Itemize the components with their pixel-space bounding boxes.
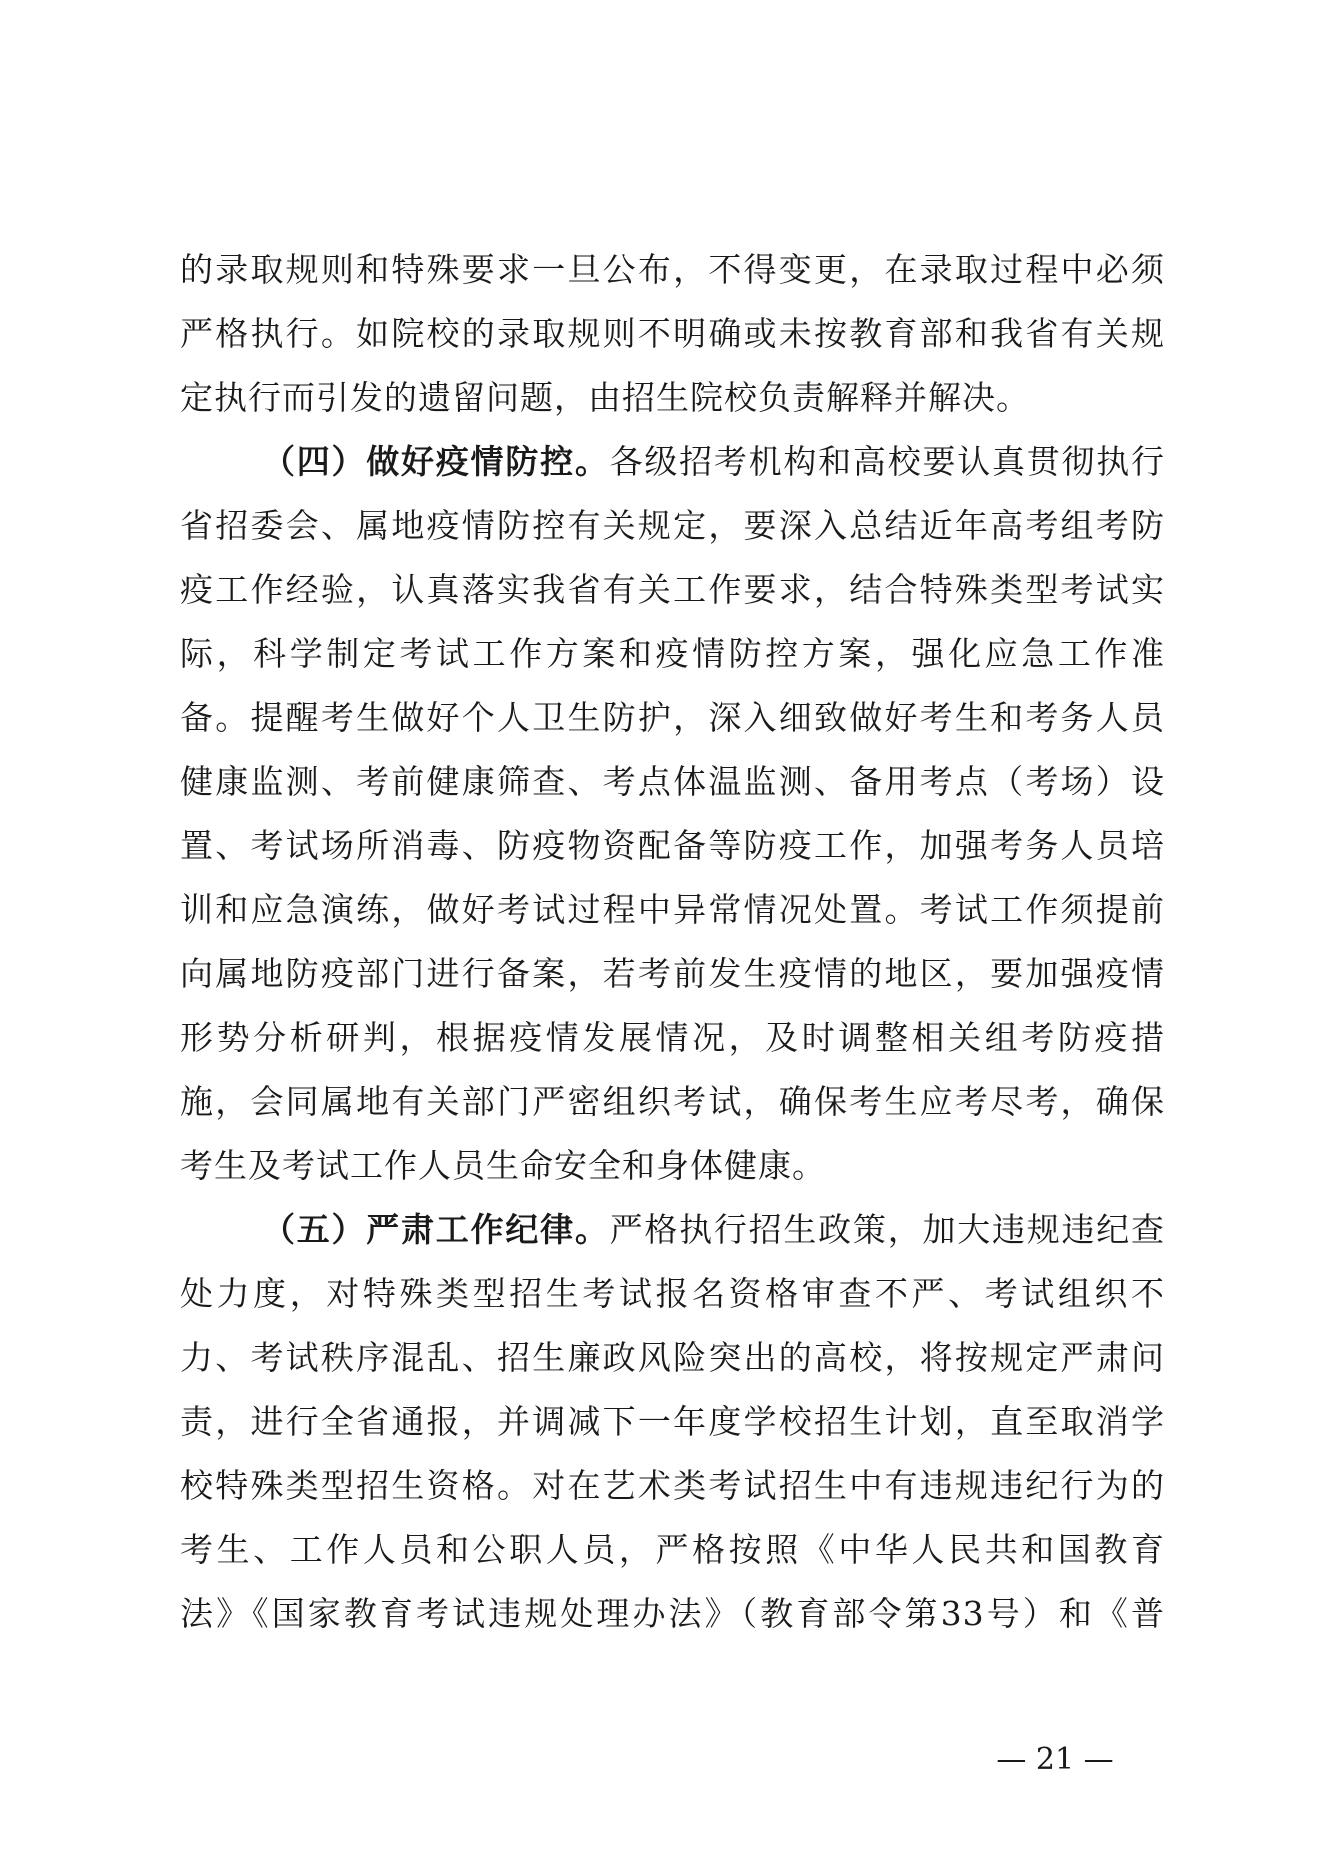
paragraph-first-line (180, 430, 1165, 494)
section-heading-epidemic-control: （四）做好疫情防控。 (262, 442, 610, 481)
text-line: 置、考试场所消毒、防疫物资配备等防疫工作，加强考务人员培 (180, 826, 1165, 865)
text-line: 省招委会、属地疫情防控有关规定，要深入总结近年高考组考防 (180, 506, 1165, 545)
text-line: 际，科学制定考试工作方案和疫情防控方案，强化应急工作准 (180, 634, 1165, 673)
text-line: 考生、工作人员和公职人员，严格按照《中华人民共和国教育 (180, 1530, 1165, 1569)
text-line: 校特殊类型招生资格。对在艺术类考试招生中有违规违纪行为的 (180, 1466, 1165, 1505)
text-line: 向属地防疫部门进行备案，若考前发生疫情的地区，要加强疫情 (180, 954, 1165, 993)
text-line: 处力度，对特殊类型招生考试报名资格审查不严、考试组织不 (180, 1274, 1165, 1313)
text-line: 施，会同属地有关部门严密组织考试，确保考生应考尽考，确保 (180, 1082, 1165, 1121)
text-line: 备。提醒考生做好个人卫生防护，深入细致做好考生和考务人员 (180, 698, 1165, 737)
text-line: 法》《国家教育考试违规处理办法》（教育部令第33号）和《普 (180, 1594, 1165, 1633)
text-line: 的录取规则和特殊要求一旦公布，不得变更，在录取过程中必须 (180, 250, 1165, 289)
text-line: 定执行而引发的遗留问题，由招生院校负责解释并解决。 (180, 378, 1030, 417)
body-text (180, 238, 1165, 1646)
text-span: 各级招考机构和高校要认真贯彻执行 (609, 442, 1166, 481)
page-number: — 21 — (996, 1742, 1114, 1777)
paragraph-first-line (180, 1198, 1165, 1262)
text-line: 健康监测、考前健康筛查、考点体温监测、备用考点（考场）设 (180, 762, 1165, 801)
text-line: 疫工作经验，认真落实我省有关工作要求，结合特殊类型考试实 (180, 570, 1165, 609)
text-line: 力、考试秩序混乱、招生廉政风险突出的高校，将按规定严肃问 (180, 1338, 1165, 1377)
text-line: 考生及考试工作人员生命安全和身体健康。 (180, 1146, 826, 1185)
section-heading-work-discipline: （五）严肃工作纪律。 (262, 1210, 610, 1249)
text-line: 责，进行全省通报，并调减下一年度学校招生计划，直至取消学 (180, 1402, 1165, 1441)
text-span: 严格执行招生政策，加大违规违纪查 (609, 1210, 1166, 1249)
text-line: 严格执行。如院校的录取规则不明确或未按教育部和我省有关规 (180, 314, 1165, 353)
text-line: 训和应急演练，做好考试过程中异常情况处置。考试工作须提前 (180, 890, 1165, 929)
text-line: 形势分析研判，根据疫情发展情况，及时调整相关组考防疫措 (180, 1018, 1165, 1057)
